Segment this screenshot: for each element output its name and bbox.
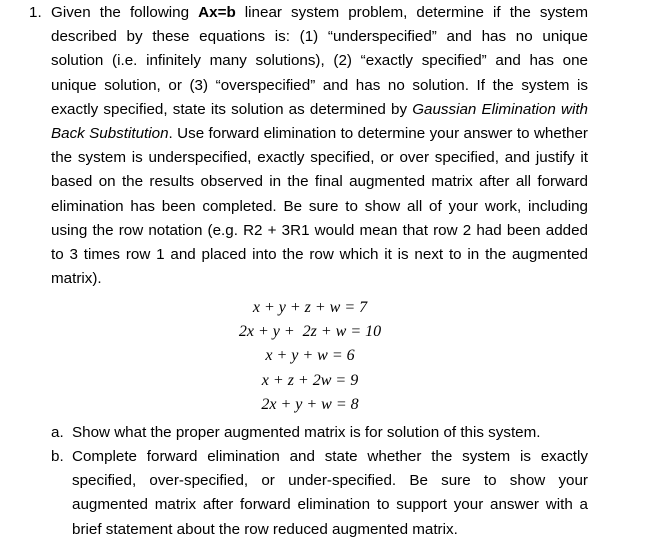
equation-line: x + y + w = 6 bbox=[265, 347, 355, 365]
question-text-part: linear system problem, determine if the system described by these equations is: (1) “underspecified” and has no unique solution (i.e. infinitely many solutions), (2) “exactly specified” and has one unique solution, or (3) “overspecified” and has no solution. If the system is exactly specified, state its solution as determined by bbox=[51, 4, 588, 118]
method-name-italic: Gaussian Elimination with Back Substitution bbox=[51, 100, 588, 143]
equation-line: x + z + 2w = 9 bbox=[261, 371, 359, 389]
question-number: 1. bbox=[29, 4, 42, 21]
question-text-part: . Use forward elimination to determine your answer to whether the system is underspecified, exactly specified, or over specified, and justify it based on the results observed in the final augmented matrix after all forward elimination has been completed. Be sure to show all of your work, including using the row notation (e.g. R2 + 3R1 would mean that row 2 had been added to 3 times row 1 and placed into the row which it is next to in the augmented matrix). bbox=[51, 125, 588, 288]
subquestion-text: Complete forward elimination and state whether the system is exactly specified, over-specified, or under-specified. Be sure to show your augmented matrix after forward elimination to support your answer with a brief statement about the row reduced augmented matrix. bbox=[72, 448, 588, 538]
equation-system bbox=[200, 296, 420, 417]
question-text-part: Given the following bbox=[51, 4, 199, 21]
subquestion-letter: a. bbox=[51, 424, 64, 441]
equation-notation-bold: Ax=b bbox=[198, 4, 236, 21]
equation-line: 2x + y + 2z + w = 10 bbox=[238, 323, 382, 341]
equation-line: 2x + y + w = 8 bbox=[261, 395, 359, 413]
subquestion-text: Show what the proper augmented matrix is for solution of this system. bbox=[72, 424, 541, 441]
equation-line: x + y + z + w = 7 bbox=[252, 299, 368, 316]
question-text bbox=[51, 1, 588, 291]
subquestion-letter: b. bbox=[51, 448, 64, 465]
